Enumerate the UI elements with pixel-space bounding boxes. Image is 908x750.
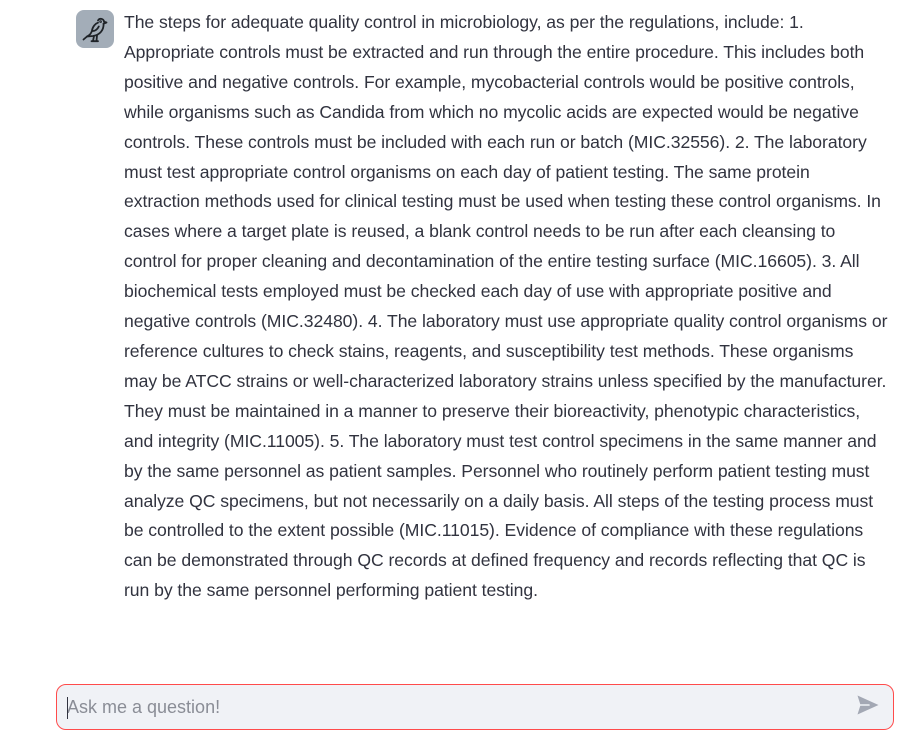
chat-input-container[interactable] [56, 684, 894, 730]
send-arrow-icon [856, 694, 880, 720]
send-button[interactable] [851, 691, 885, 723]
text-caret [67, 697, 68, 719]
bird-icon [81, 14, 109, 44]
chat-input[interactable] [67, 685, 847, 729]
assistant-avatar [76, 10, 114, 48]
assistant-message-text: The steps for adequate quality control in microbiology, as per the regulations, include: 1. Appropriate controls must be extracted and run through the entire procedure. This includes both positive and negative controls. For example, mycobacterial controls would be positive controls, while organisms such as Candida from which no mycolic acids are expected would be negative controls. These controls must be included with each run or batch (MIC.32556). 2. The laboratory must test appropriate control organisms on each day of patient testing. The same protein extraction methods used for clinical testing must be used when testing these control organisms. In cases where a target plate is reused, a blank control needs to be run after each cleansing to control for proper cleaning and decontamination of the entire testing surface (MIC.16605). 3. All biochemical tests employed must be checked each day of use with appropriate positive and negative controls (MIC.32480). 4. The laboratory must use appropriate quality control organisms or reference cultures to check stains, reagents, and susceptibility test methods. These organisms may be ATCC strains or well-characterized laboratory strains unless specified by the manufacturer. They must be maintained in a manner to preserve their bioreactivity, phenotypic characteristics, and integrity (MIC.11005). 5. The laboratory must test control specimens in the same manner and by the same personnel as patient samples. Personnel who routinely perform patient testing must analyze QC specimens, but not necessarily on a daily basis. All steps of the testing process must be controlled to the extent possible (MIC.11015). Evidence of compliance with these regulations can be demonstrated through QC records at defined frequency and records reflecting that QC is run by the same personnel performing patient testing. [124, 12, 888, 601]
